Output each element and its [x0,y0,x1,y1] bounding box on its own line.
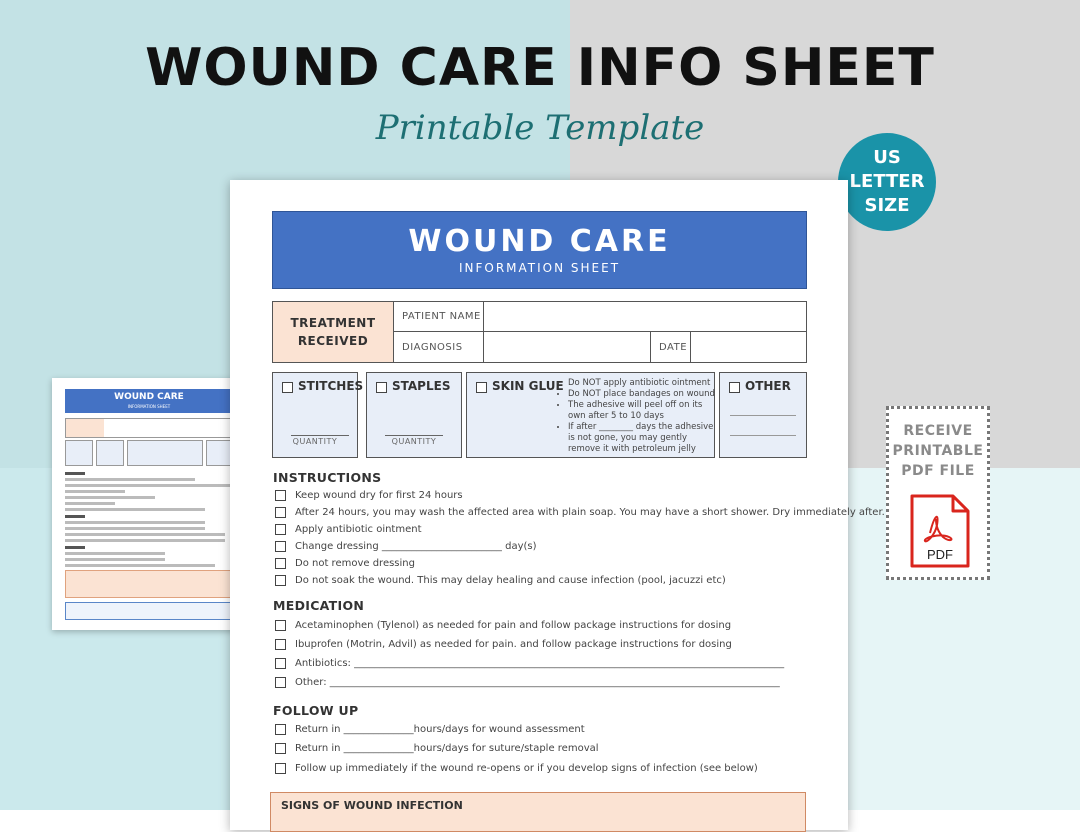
subtitle: Printable Template [375,108,705,148]
thumbnail-text-line [65,539,225,542]
checkbox[interactable] [275,558,286,569]
thumbnail-option-box [206,440,233,466]
option-stitches [272,372,364,458]
document-subtitle: INFORMATION SHEET [458,261,621,275]
option-staples [366,372,462,458]
checkbox[interactable] [275,575,286,586]
option-skin-glue [466,372,715,458]
receive-line-2: PRINTABLE [892,443,984,459]
checkbox[interactable] [275,658,286,669]
instructions-title: INSTRUCTIONS [273,470,382,485]
receive-line-3: PDF FILE [901,463,975,479]
instruction-item [275,490,463,501]
medication-item [275,658,784,669]
follow-up-item [275,724,585,735]
stitches-checkbox[interactable] [282,382,293,393]
medication-title: MEDICATION [273,598,365,613]
other-line[interactable] [730,435,796,436]
instruction-item [275,524,422,535]
thumbnail-text-line [65,490,125,493]
thumbnail-section-title [65,472,85,475]
instruction-text: Do not soak the wound. This may delay healing and cause infection (pool, jacuzzi etc) [295,575,726,586]
thumbnail-option-box [96,440,124,466]
skin-glue-checkbox[interactable] [476,382,487,393]
checkbox[interactable] [275,620,286,631]
receive-line-1: RECEIVE [903,423,973,439]
patient-name-label: PATIENT NAME [393,301,484,332]
follow-up-item [275,763,758,774]
us-letter-size-badge [838,133,936,231]
checkbox[interactable] [275,541,286,552]
stitches-quantity-label: QUANTITY [292,437,338,446]
thumbnail-header [65,389,233,413]
instruction-text: Change dressing ________________________ day(s) [295,541,537,552]
document-title: WOUND CARE [408,224,671,259]
checkbox[interactable] [275,490,286,501]
badge-line-2: LETTER [849,171,925,192]
skin-glue-label: SKIN GLUE [492,379,564,393]
other-checkbox[interactable] [729,382,740,393]
thumbnail-text-line [65,478,195,481]
checkbox[interactable] [275,763,286,774]
signs-of-infection-title: SIGNS OF WOUND INFECTION [281,799,463,812]
medication-text: Acetaminophen (Tylenol) as needed for pain and follow package instructions for dosing [295,620,732,631]
thumbnail-option-box [127,440,203,466]
thumbnail-subtitle: INFORMATION SHEET [127,404,171,409]
medication-item [275,677,780,688]
medication-text: Ibuprofen (Motrin, Advil) as needed for pain. and follow package instructions for dosing [295,639,732,650]
document-header [272,211,807,289]
thumbnail-text-line [65,564,215,567]
glue-note: • Do NOT place bandages on wound [568,389,718,400]
follow-up-title: FOLLOW UP [273,703,359,718]
medication-item [275,620,731,631]
glue-note: • If after ________ days the adhesive is not gone, you may gently remove it with petroleum jelly [568,422,718,455]
staples-quantity-line[interactable] [385,435,443,436]
thumbnail-option-box [65,440,93,466]
checkbox[interactable] [275,507,286,518]
staples-label: STAPLES [392,379,451,393]
follow-up-item [275,743,599,754]
checkbox[interactable] [275,743,286,754]
receive-pdf-box [886,406,990,580]
diagnosis-label: DIAGNOSIS [393,331,484,363]
staples-checkbox[interactable] [376,382,387,393]
thumbnail-text-line [65,521,205,524]
glue-note: • Do NOT apply antibiotic ointment [568,378,718,389]
glue-note: • The adhesive will peel off on its own after 5 to 10 days [568,400,718,422]
skin-glue-notes [558,378,718,455]
thumbnail-text-line [65,533,225,536]
badge-line-1: US [873,147,901,168]
instruction-item [275,575,726,586]
option-other [719,372,807,458]
instruction-text: After 24 hours, you may wash the affected area with plain soap. You may have a short shower. Dry immediately after. [295,507,885,518]
checkbox[interactable] [275,639,286,650]
main-title: WOUND CARE INFO SHEET [145,38,935,98]
thumbnail-section-title [65,515,85,518]
treatment-received-label: TREATMENT RECEIVED [272,301,394,363]
staples-quantity-label: QUANTITY [391,437,437,446]
signs-of-infection-box [270,792,806,832]
instruction-text: Keep wound dry for first 24 hours [295,490,463,501]
date-field[interactable] [690,331,807,363]
instruction-item [275,541,537,552]
thumbnail-text-line [65,527,205,530]
pdf-file-icon [909,493,971,569]
medication-item [275,639,732,650]
pdf-icon-label: PDF [927,547,953,562]
thumbnail-text-line [65,502,115,505]
thumbnail-text-line [65,552,165,555]
thumbnail-text-line [65,558,165,561]
thumbnail-section-title [65,546,85,549]
instruction-item [275,558,415,569]
medication-text: Antibiotics: ______________________________________________________________________________________ [295,658,785,669]
instruction-item [275,507,885,518]
follow-up-text: Follow up immediately if the wound re-opens or if you develop signs of infection (see below) [295,763,758,774]
checkbox[interactable] [275,524,286,535]
thumbnail-title: WOUND CARE [114,392,184,402]
thumbnail-patient-row [65,418,233,438]
date-label: DATE [650,331,691,363]
thumbnail-signs-box [65,570,233,598]
thumbnail-preview [52,378,246,630]
stitches-label: STITCHES [298,379,364,393]
checkbox[interactable] [275,677,286,688]
other-line[interactable] [730,415,796,416]
thumbnail-text-line [65,484,233,487]
stitches-quantity-line[interactable] [291,435,349,436]
document-page [230,180,885,830]
diagnosis-field[interactable] [483,331,651,363]
thumbnail-sign-box [65,602,233,620]
thumbnail-text-line [65,496,155,499]
checkbox[interactable] [275,724,286,735]
medication-text: Other: __________________________________________________________________________________________ [295,677,780,688]
other-label: OTHER [745,379,791,393]
instruction-text: Do not remove dressing [295,558,415,569]
thumbnail-text-line [65,508,205,511]
patient-name-field[interactable] [483,301,807,332]
follow-up-text: Return in ______________hours/days for wound assessment [295,724,585,735]
instruction-text: Apply antibiotic ointment [295,524,422,535]
follow-up-text: Return in ______________hours/days for suture/staple removal [295,743,599,754]
badge-line-3: SIZE [864,195,910,216]
